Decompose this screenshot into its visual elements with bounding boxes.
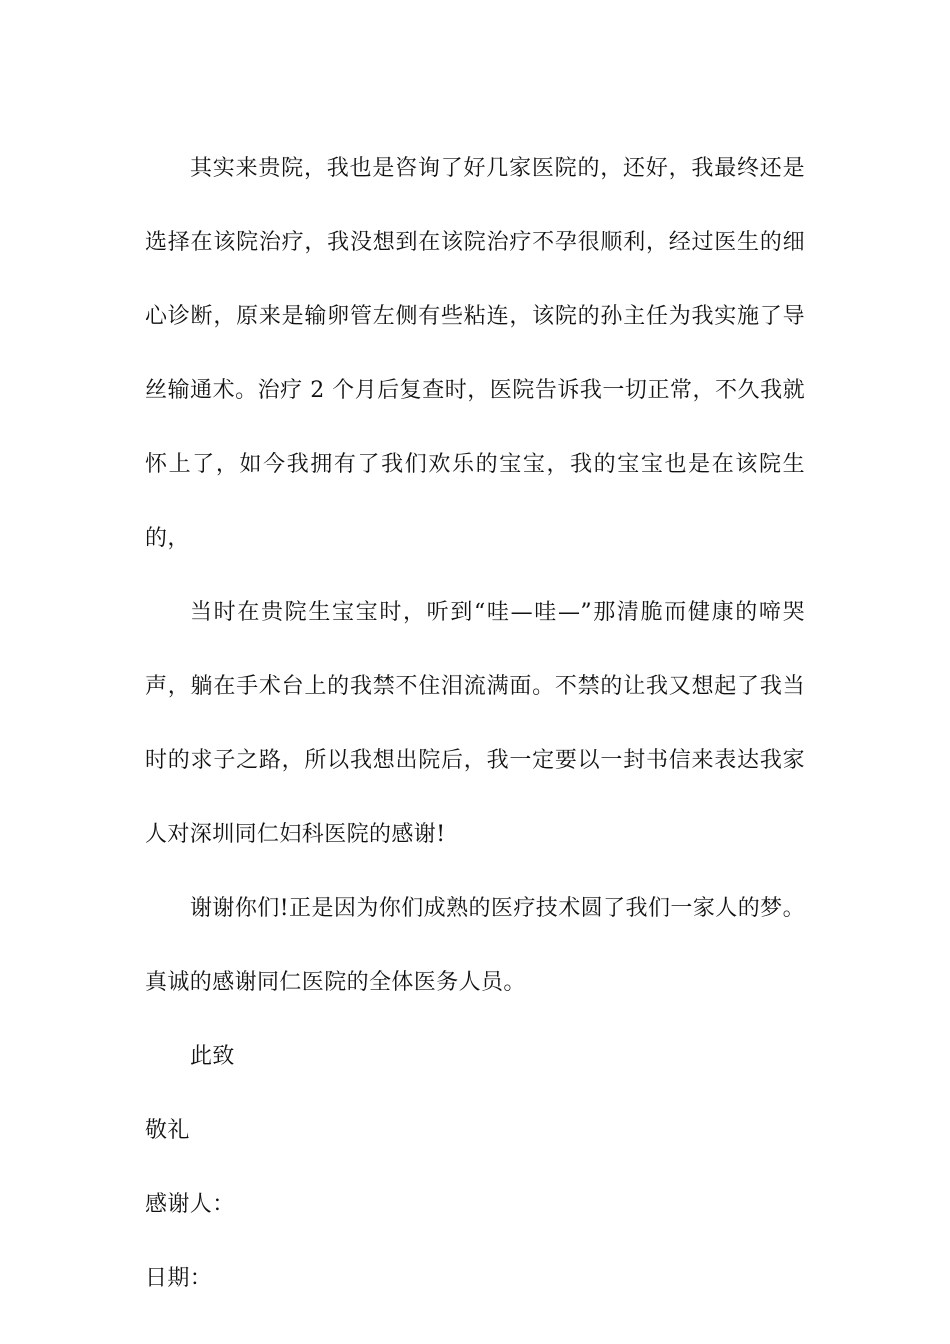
date-label: 日期： bbox=[145, 1266, 213, 1291]
paragraph-thanks: 谢谢你们!正是因为你们成熟的医疗技术圆了我们一家人的梦。真诚的感谢同仁医院的全体医务人员。 bbox=[145, 896, 805, 995]
paragraph-treatment: 其实来贵院，我也是咨询了好几家医院的，还好，我最终还是选择在该院治疗，我没想到在该院治疗不孕很顺利，经过医生的细心诊断，原来是输卵管左侧有些粘连，该院的孙主任为我实施了导丝输通术。治疗 2 个月后复查时，医院告诉我一切正常，不久我就怀上了，如今我拥有了我们欢乐的宝宝，我的宝宝也是在该院生的， bbox=[145, 156, 805, 551]
closing-phrase: 此致 bbox=[190, 1044, 235, 1069]
salutation: 敬礼 bbox=[145, 1118, 190, 1143]
letter-body bbox=[145, 132, 805, 1316]
signer-label: 感谢人： bbox=[145, 1192, 235, 1217]
paragraph-birth: 当时在贵院生宝宝时，听到“哇—哇—”那清脆而健康的啼哭声，躺在手术台上的我禁不住泪流满面。不禁的让我又想起了我当时的求子之路，所以我想出院后，我一定要以一封书信来表达我家人对深圳同仁妇科医院的感谢! bbox=[145, 600, 805, 847]
